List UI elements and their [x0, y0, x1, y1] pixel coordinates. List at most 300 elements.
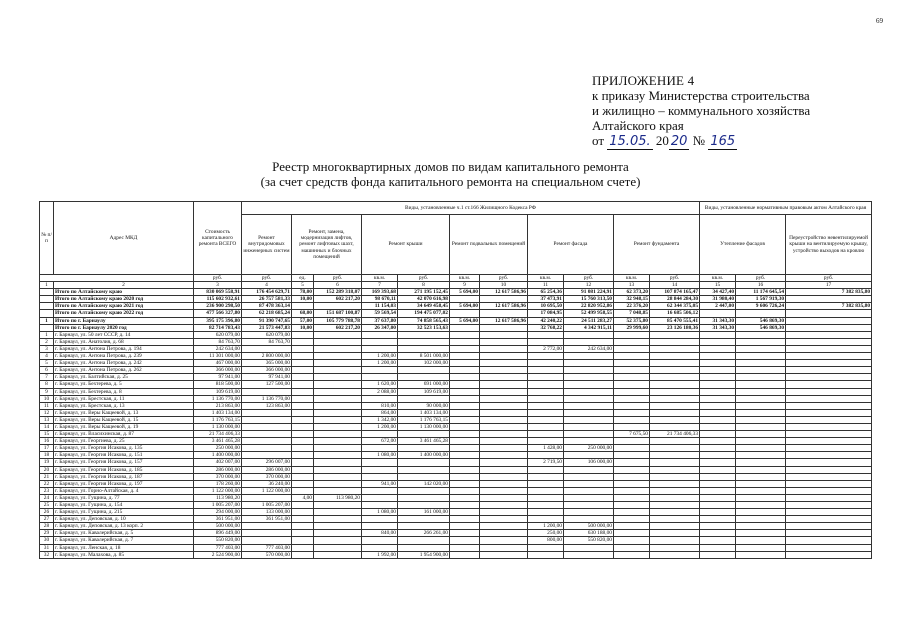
table-cell [736, 381, 786, 388]
table-cell [480, 466, 528, 473]
table-cell: 161 000,00 [398, 509, 450, 516]
table-row [40, 388, 872, 395]
table-cell [362, 544, 398, 551]
table-row [40, 338, 872, 345]
table-cell [564, 551, 614, 558]
table-cell [650, 345, 700, 352]
table-cell [786, 338, 872, 345]
table-cell: 11 174 645,54 [736, 289, 786, 296]
table-cell: 34 649 458,45 [398, 303, 450, 310]
table-cell: руб. [786, 275, 872, 282]
table-cell [614, 544, 650, 551]
table-cell: 864,00 [362, 409, 398, 416]
table-cell [242, 452, 292, 459]
table-cell [736, 480, 786, 487]
table-cell [736, 523, 786, 530]
table-cell [292, 395, 314, 402]
table-cell [786, 324, 872, 331]
table-cell [362, 473, 398, 480]
table-cell [528, 331, 564, 338]
table-cell: 106 000,00 [564, 459, 614, 466]
table-cell: г. Барнаул, ул. Анатолия, д. 68 [54, 338, 194, 345]
table-cell [292, 353, 314, 360]
table-cell [450, 494, 480, 501]
table-cell [650, 416, 700, 423]
table-cell [736, 345, 786, 352]
table-cell [786, 494, 872, 501]
table-cell [786, 537, 872, 544]
table-cell: 5 694,00 [450, 303, 480, 310]
table-cell: 602 217,20 [314, 324, 362, 331]
table-cell [650, 381, 700, 388]
table-cell: 5 [292, 282, 314, 289]
table-cell [398, 487, 450, 494]
table-cell [736, 502, 786, 509]
table-row [40, 537, 872, 544]
table-cell: 74 858 565,43 [398, 317, 450, 324]
table-cell [736, 409, 786, 416]
table-cell [650, 409, 700, 416]
table-cell: 10 [40, 395, 54, 402]
table-cell: 242 634,00 [564, 345, 614, 352]
table-cell [480, 296, 528, 303]
table-cell [314, 445, 362, 452]
table-cell: г. Барнаул, ул. Георгия Исакова, д. 185 [54, 466, 194, 473]
table-cell [736, 530, 786, 537]
table-cell [614, 367, 650, 374]
table-cell [564, 487, 614, 494]
table-cell [480, 409, 528, 416]
table-cell [450, 345, 480, 352]
table-cell: 97 941,00 [242, 374, 292, 381]
table-cell [736, 431, 786, 438]
table-cell [736, 367, 786, 374]
table-cell: г. Барнаул, ул. Гущина, д. 215 [54, 509, 194, 516]
table-cell [398, 445, 450, 452]
table-cell: 28 [40, 523, 54, 530]
table-cell [786, 416, 872, 423]
table-cell [528, 516, 564, 523]
table-cell [736, 487, 786, 494]
table-cell: 90 000,00 [398, 402, 450, 409]
table-cell [614, 402, 650, 409]
table-cell: 22 [40, 480, 54, 487]
table-cell: 13 [40, 416, 54, 423]
table-cell: г. Барнаул, ул. Кавалерийская, д. 5 [54, 530, 194, 537]
table-cell: 7 675,50 [614, 431, 650, 438]
table-cell [480, 502, 528, 509]
table-cell [450, 523, 480, 530]
table-cell [450, 445, 480, 452]
table-cell: 84 763,70 [194, 338, 242, 345]
table-cell [786, 317, 872, 324]
table-cell: 777 403,00 [194, 544, 242, 551]
table-cell [528, 452, 564, 459]
table-cell [314, 303, 362, 310]
table-cell [736, 423, 786, 430]
table-cell [528, 338, 564, 345]
table-cell [736, 338, 786, 345]
table-cell: г. Барнаул, ул. Георгия Исакова, д. 135 [54, 445, 194, 452]
table-row [40, 374, 872, 381]
table-cell [700, 480, 736, 487]
table-cell: 1 [40, 282, 54, 289]
table-cell [292, 345, 314, 352]
table-cell [528, 367, 564, 374]
table-cell [614, 423, 650, 430]
table-row [40, 402, 872, 409]
table-cell [480, 537, 528, 544]
table-cell: 9 606 726,24 [736, 303, 786, 310]
table-cell: 4 [40, 353, 54, 360]
table-cell [292, 480, 314, 487]
table-cell: г. Барнаул, ул. Ленская, д. 18 [54, 544, 194, 551]
table-cell [700, 530, 736, 537]
table-cell [242, 438, 292, 445]
table-row [40, 445, 872, 452]
table-cell: 10,00 [292, 324, 314, 331]
table-cell: 3 [194, 282, 242, 289]
table-cell [362, 395, 398, 402]
table-cell: 22 820 952,86 [564, 303, 614, 310]
table-cell: г. Барнаул, ул. Георгия Исакова, д. 187 [54, 473, 194, 480]
table-cell [480, 459, 528, 466]
table-cell [736, 445, 786, 452]
table-cell [450, 409, 480, 416]
table-cell: 17 084,95 [528, 310, 564, 317]
table-cell [614, 494, 650, 501]
table-cell [528, 544, 564, 551]
table-cell [292, 452, 314, 459]
table-cell: 25 [40, 502, 54, 509]
table-body [40, 275, 872, 559]
table-cell: 1 200,00 [528, 523, 564, 530]
table-cell: кв.м. [362, 275, 398, 282]
table-cell: 7 [40, 374, 54, 381]
table-cell: 296 007,00 [242, 459, 292, 466]
table-cell: Итого по г. Барнаулу 2020 год [54, 324, 194, 331]
table-cell [398, 431, 450, 438]
table-cell: 31 343,30 [700, 317, 736, 324]
table-cell [480, 381, 528, 388]
table-cell: 1 200,00 [362, 360, 398, 367]
table-cell: руб. [736, 275, 786, 282]
table-cell [650, 516, 700, 523]
table-cell [700, 551, 736, 558]
table-cell [614, 509, 650, 516]
table-cell [786, 473, 872, 480]
table-cell [450, 416, 480, 423]
table-cell [736, 416, 786, 423]
table-cell: 1 122 000,00 [242, 487, 292, 494]
table-cell: 26 757 581,33 [242, 296, 292, 303]
table-cell: 21 573 447,83 [242, 324, 292, 331]
table-row [40, 360, 872, 367]
table-cell [564, 431, 614, 438]
table-cell: 8 [398, 282, 450, 289]
table-cell [398, 473, 450, 480]
table-cell: 62 373,20 [614, 289, 650, 296]
table-cell: г. Барнаул, ул. Антона Петрова, д. 242 [54, 360, 194, 367]
table-cell [480, 388, 528, 395]
table-row [40, 551, 872, 558]
table-cell: 42 070 616,98 [398, 296, 450, 303]
table-cell [700, 367, 736, 374]
table-cell [314, 367, 362, 374]
table-cell [242, 388, 292, 395]
table-cell: 242 634,00 [194, 345, 242, 352]
table-cell [398, 459, 450, 466]
table-cell: 250 000,00 [194, 445, 242, 452]
table-cell: 1 567 919,30 [736, 296, 786, 303]
table-cell [314, 338, 362, 345]
table-cell [242, 423, 292, 430]
table-cell [786, 331, 872, 338]
table-cell: 1 122 000,00 [194, 487, 242, 494]
table-cell: 1 005 207,00 [242, 502, 292, 509]
table-cell [480, 509, 528, 516]
table-cell: кв.м. [450, 275, 480, 282]
table-cell [700, 487, 736, 494]
table-cell [314, 409, 362, 416]
summary-row [40, 324, 872, 331]
table-cell [362, 459, 398, 466]
table-cell [314, 551, 362, 558]
table-cell [528, 423, 564, 430]
table-cell: г. Барнаул, ул. Веры Кащеевой, д. 13 [54, 409, 194, 416]
table-cell [528, 509, 564, 516]
table-cell [292, 537, 314, 544]
table-cell [564, 388, 614, 395]
table-cell: 178 260,00 [194, 480, 242, 487]
table-cell [528, 494, 564, 501]
table-cell: 32 948,15 [614, 296, 650, 303]
table-cell: 31 343,30 [700, 324, 736, 331]
table-cell [398, 345, 450, 352]
table-row [40, 494, 872, 501]
table-cell [480, 423, 528, 430]
table-cell: 266 261,00 [398, 530, 450, 537]
table-cell: 818 500,00 [194, 381, 242, 388]
table-cell: 9 [40, 388, 54, 395]
table-cell: 1 954 900,00 [398, 551, 450, 558]
col-rebuild: Переустройство невентилируемой крыши на вентилируемую крышу, устройство выходов на кровлю [786, 215, 872, 275]
table-cell [362, 523, 398, 530]
table-cell [736, 544, 786, 551]
table-cell [736, 551, 786, 558]
table-cell [292, 544, 314, 551]
table-cell [786, 381, 872, 388]
table-cell: г. Барнаул, ул. Георгия Исакова, д. 157 [54, 459, 194, 466]
table-row [40, 367, 872, 374]
table-cell: 16 685 506,12 [650, 310, 700, 317]
table-cell [650, 480, 700, 487]
summary-row [40, 289, 872, 296]
table-cell [314, 416, 362, 423]
table-cell [40, 303, 54, 310]
table-cell: 620 079,00 [242, 331, 292, 338]
table-cell [650, 353, 700, 360]
table-cell [40, 275, 194, 282]
table-cell [650, 537, 700, 544]
table-cell: г. Барнаул, ул. Антона Петрова, д. 194 [54, 345, 194, 352]
appendix-line-3: и жилищно – коммунального хозяйства [592, 103, 811, 118]
table-cell [528, 374, 564, 381]
table-cell: 1 400 000,00 [398, 452, 450, 459]
table-cell: 2 524 900,00 [194, 551, 242, 558]
group-region: Виды, установленные нормативным правовым актом Алтайского края [700, 202, 872, 215]
table-cell [564, 395, 614, 402]
table-cell [242, 445, 292, 452]
table-cell [292, 416, 314, 423]
table-cell: 15 [700, 282, 736, 289]
table-cell: 14 [40, 423, 54, 430]
table-cell [614, 416, 650, 423]
table-row [40, 345, 872, 352]
table-cell [362, 431, 398, 438]
group-law: Виды, установленные ч.1 ст.166 Жилищного Кодекса РФ [242, 202, 700, 215]
table-cell: г. Барнаул, ул. Деповская, д. 13 корп. 2 [54, 523, 194, 530]
table-cell: 14 [650, 282, 700, 289]
table-cell: руб. [480, 275, 528, 282]
table-cell: г. Барнаул, ул. Власихинская, д. 87 [54, 431, 194, 438]
table-cell [314, 544, 362, 551]
table-cell: 3 [40, 345, 54, 352]
table-cell: 84 763,70 [242, 338, 292, 345]
table-cell [314, 423, 362, 430]
table-cell [786, 459, 872, 466]
table-cell [614, 409, 650, 416]
table-cell: 365 000,00 [242, 360, 292, 367]
table-cell [700, 416, 736, 423]
table-cell [292, 445, 314, 452]
document-title [0, 159, 901, 189]
table-cell [700, 353, 736, 360]
table-cell [242, 345, 292, 352]
table-cell: 236 900 298,50 [194, 303, 242, 310]
table-cell [292, 338, 314, 345]
table-cell [650, 423, 700, 430]
table-cell [480, 324, 528, 331]
table-cell: 169 393,68 [362, 289, 398, 296]
table-cell [786, 530, 872, 537]
table-cell [650, 388, 700, 395]
table-row [40, 487, 872, 494]
table-cell: 3 461 465,28 [194, 438, 242, 445]
table-cell [362, 345, 398, 352]
table-cell: 52 499 958,55 [564, 310, 614, 317]
table-cell [650, 502, 700, 509]
table-cell [450, 551, 480, 558]
table-cell: 13 [614, 282, 650, 289]
table-cell: 91 390 747,65 [242, 317, 292, 324]
table-cell [786, 445, 872, 452]
table-cell [450, 530, 480, 537]
table-cell [700, 381, 736, 388]
table-cell [480, 338, 528, 345]
table-cell: Итого по г. Барнаулу [54, 317, 194, 324]
appendix-line-2: к приказу Министерства строительства [592, 88, 810, 103]
table-cell: 113 980,20 [194, 494, 242, 501]
table-cell [564, 516, 614, 523]
table-cell: 546 869,30 [736, 317, 786, 324]
table-cell: 366 000,00 [194, 367, 242, 374]
table-cell [314, 509, 362, 516]
table-cell [40, 289, 54, 296]
table-cell [786, 310, 872, 317]
table-cell: руб. [314, 275, 362, 282]
table-cell: 830 069 558,91 [194, 289, 242, 296]
table-cell: г. Барнаул, ул. Брестская, д. 13 [54, 402, 194, 409]
table-cell: 10 695,50 [528, 303, 564, 310]
appendix-title: ПРИЛОЖЕНИЕ 4 [592, 73, 695, 88]
table-cell: 176 454 629,71 [242, 289, 292, 296]
table-row [40, 331, 872, 338]
table-cell [314, 388, 362, 395]
table-cell [480, 416, 528, 423]
table-cell: 2 [40, 338, 54, 345]
table-cell [650, 530, 700, 537]
table-cell [450, 502, 480, 509]
table-cell [786, 523, 872, 530]
registry-table [39, 201, 872, 559]
table-cell: 16 [736, 282, 786, 289]
table-cell: 12 [564, 282, 614, 289]
table-cell [450, 310, 480, 317]
summary-row [40, 317, 872, 324]
table-cell: 115 602 932,61 [194, 296, 242, 303]
table-cell: 17 [786, 282, 872, 289]
table-cell: 151 687 100,87 [314, 310, 362, 317]
table-cell [736, 509, 786, 516]
table-cell: 2 088,00 [362, 388, 398, 395]
column-number-row [40, 282, 872, 289]
table-cell [564, 360, 614, 367]
table-cell [292, 523, 314, 530]
table-row [40, 516, 872, 523]
table-row [40, 409, 872, 416]
table-row [40, 438, 872, 445]
table-cell: 602 217,20 [314, 296, 362, 303]
table-cell: 10 [480, 282, 528, 289]
table-cell [450, 431, 480, 438]
table-cell [614, 395, 650, 402]
table-cell: г. Барнаул, ул. Бехтерева, д. 8 [54, 388, 194, 395]
table-cell [786, 367, 872, 374]
table-cell [480, 431, 528, 438]
table-cell: 4,00 [292, 494, 314, 501]
table-cell [292, 331, 314, 338]
table-cell [650, 360, 700, 367]
table-cell [528, 438, 564, 445]
table-cell: 7 382 835,80 [786, 303, 872, 310]
table-cell [700, 310, 736, 317]
table-cell: 42 240,22 [528, 317, 564, 324]
table-cell [314, 487, 362, 494]
table-cell: 20 [40, 466, 54, 473]
table-cell [786, 452, 872, 459]
table-cell: 672,00 [362, 438, 398, 445]
table-cell [362, 374, 398, 381]
table-row [40, 381, 872, 388]
table-cell [736, 459, 786, 466]
table-cell: г. Барнаул, ул. Гущина, д. 77 [54, 494, 194, 501]
table-cell [700, 402, 736, 409]
table-cell: 82 714 783,43 [194, 324, 242, 331]
table-cell: 11 [528, 282, 564, 289]
table-cell [614, 551, 650, 558]
table-cell [736, 388, 786, 395]
